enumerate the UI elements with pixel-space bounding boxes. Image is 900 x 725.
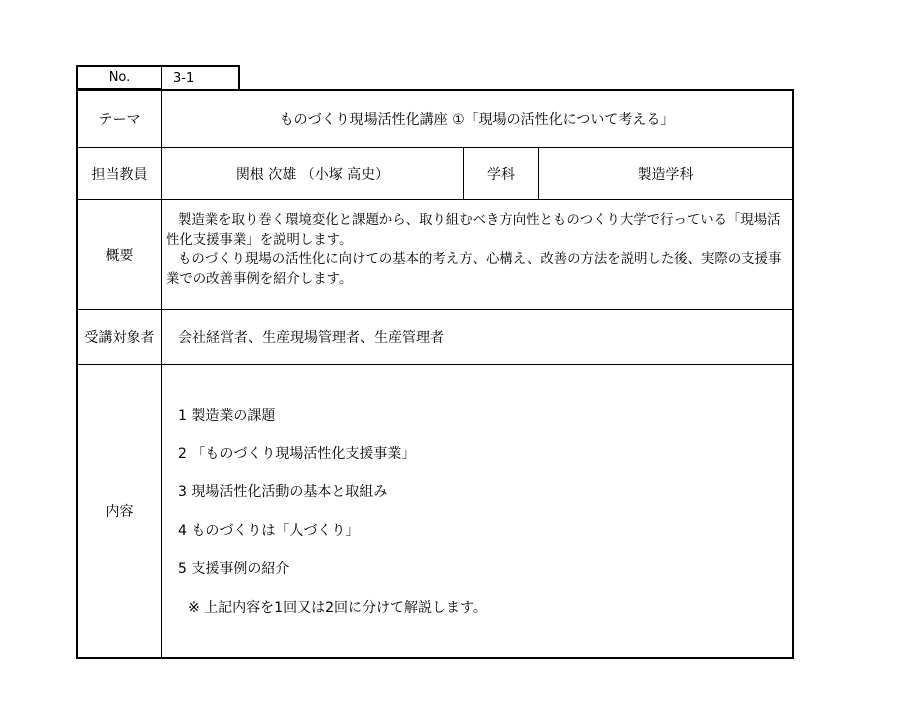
- list-item: 1 製造業の課題: [178, 408, 276, 424]
- theme-value: ものづくり現場活性化講座 ①「現場の活性化について考える」: [279, 112, 675, 128]
- list-item: 4 ものづくりは「人づくり」: [178, 522, 360, 539]
- list-item: 2 「ものづくり現場活性化支援事業」: [178, 446, 416, 463]
- overview-paragraph: ものづくり現場の活性化に向けての基本的考え方、心構え、改善の方法を説明した後、実際の支援事業での改善事例を紹介します。: [166, 252, 782, 287]
- contents-list: [178, 405, 415, 596]
- instructor-value: 関根 次雄 （小塚 高史）: [235, 166, 390, 183]
- department-value: 製造学科: [637, 166, 694, 183]
- row-divider: [76, 199, 794, 200]
- overview-label: 概要: [105, 247, 134, 264]
- row-divider: [76, 309, 794, 310]
- overview-text: [166, 211, 791, 289]
- instructor-label: 担当教員: [91, 166, 148, 183]
- row-divider: [76, 364, 794, 365]
- overview-paragraph: 製造業を取り巻く環境変化と課題から、取り組むべき方向性とものつくり大学で行っている「現場活性化支援事業」を説明します。: [166, 213, 781, 248]
- list-item: 3 現場活性化活動の基本と取組み: [178, 484, 388, 501]
- contents-note: ※ 上記内容を1回又は2回に分けて解説します。: [188, 600, 487, 616]
- no-value: 3-1: [161, 65, 240, 90]
- audience-label: 受講対象者: [84, 330, 155, 346]
- theme-label: テーマ: [98, 112, 141, 128]
- audience-value: 会社経営者、生産現場管理者、生産管理者: [178, 330, 444, 346]
- list-item: 5 支援事例の紹介: [178, 560, 290, 577]
- no-label: No.: [76, 65, 162, 90]
- department-label: 学科: [487, 166, 515, 183]
- contents-label: 内容: [105, 504, 134, 520]
